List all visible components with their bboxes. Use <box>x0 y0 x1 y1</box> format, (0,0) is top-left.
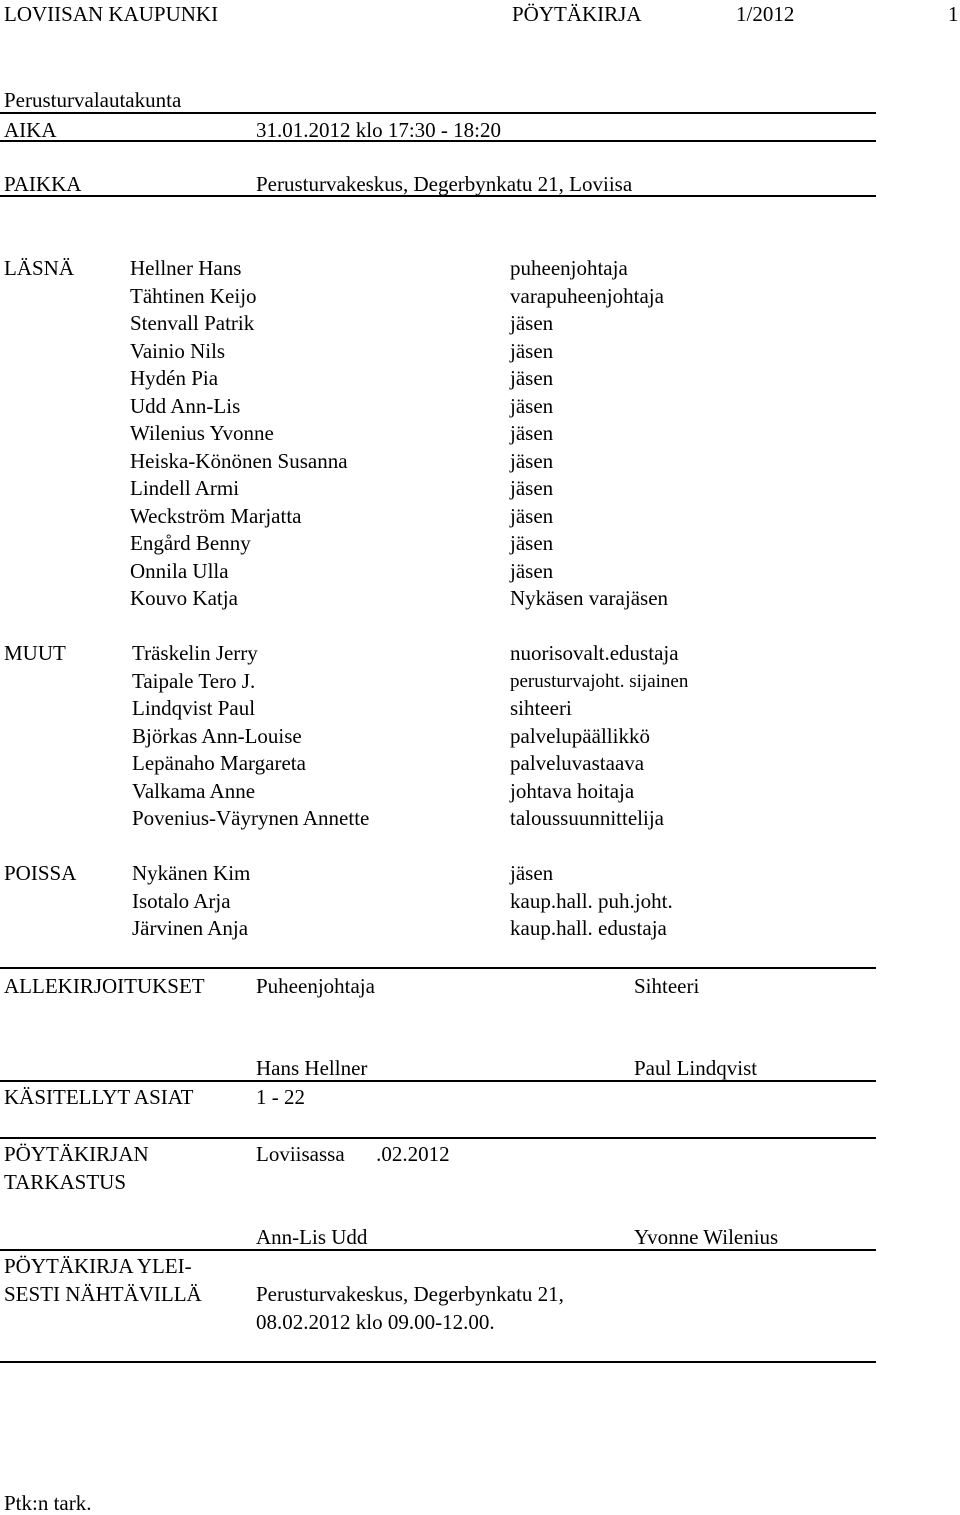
member-role: nuorisovalt.edustaja <box>510 641 679 665</box>
member-name: Björkas Ann-Louise <box>132 723 302 748</box>
member-role: kaup.hall. puh.joht. <box>510 888 673 913</box>
divider <box>0 1137 876 1139</box>
muut-label: MUUT <box>4 641 66 665</box>
page-number: 1 <box>948 2 959 26</box>
committee-name: Perusturvalautakunta <box>4 88 182 112</box>
member-role: jäsen <box>510 531 554 555</box>
divider <box>0 967 876 969</box>
document-number: 1/2012 <box>736 2 795 26</box>
tarkastus-label-1: PÖYTÄKIRJAN <box>4 1142 149 1166</box>
member-name: Lepänaho Margareta <box>132 751 306 775</box>
divider <box>0 112 876 114</box>
nahtavilla-value-2: 08.02.2012 klo 09.00-12.00. <box>256 1310 495 1334</box>
inspector-2-name: Yvonne Wilenius <box>634 1225 779 1249</box>
kasitellyt-value: 1 - 22 <box>256 1085 305 1109</box>
member-role: johtava hoitaja <box>510 778 635 803</box>
member-name: Vainio Nils <box>130 338 226 363</box>
member-name: Nykänen Kim <box>132 861 251 885</box>
member-name: Onnila Ulla <box>130 558 229 583</box>
member-name: Povenius-Väyrynen Annette <box>132 806 370 830</box>
divider <box>0 195 876 197</box>
chair-signature-name: Hans Hellner <box>256 1056 368 1080</box>
member-role: jäsen <box>510 338 554 363</box>
member-name: Weckström Marjatta <box>130 503 302 528</box>
secretary-role: Sihteeri <box>634 974 700 998</box>
inspector-1-name: Ann-Lis Udd <box>256 1225 368 1249</box>
member-name: Järvinen Anja <box>132 916 249 940</box>
member-role: palveluvastaava <box>510 751 645 775</box>
member-name: Stenvall Patrik <box>130 311 255 335</box>
aika-label: AIKA <box>4 118 57 142</box>
member-name: Hydén Pia <box>130 366 219 390</box>
member-role: jäsen <box>510 311 554 335</box>
member-role: jäsen <box>510 558 554 583</box>
member-name: Valkama Anne <box>132 778 256 803</box>
member-role: jäsen <box>510 448 554 473</box>
member-name: Udd Ann-Lis <box>130 393 241 418</box>
member-role: jäsen <box>510 476 554 500</box>
divider <box>0 1361 876 1363</box>
secretary-signature-name: Paul Lindqvist <box>634 1056 758 1080</box>
member-role: kaup.hall. edustaja <box>510 916 667 940</box>
member-role: jäsen <box>510 393 554 418</box>
divider <box>0 1080 876 1082</box>
member-role: puheenjohtaja <box>510 256 628 280</box>
kasitellyt-label: KÄSITELLYT ASIAT <box>4 1085 194 1109</box>
tarkastus-label-2: TARKASTUS <box>4 1170 127 1194</box>
member-name: Lindell Armi <box>130 476 240 500</box>
member-role: sihteeri <box>510 696 572 720</box>
allekirjoitukset-label: ALLEKIRJOITUKSET <box>4 974 205 998</box>
member-name: Lindqvist Paul <box>132 696 256 720</box>
divider <box>0 140 876 142</box>
tarkastus-place-date: Loviisassa .02.2012 <box>256 1142 450 1166</box>
member-name: Engård Benny <box>130 531 251 555</box>
member-role: jäsen <box>510 421 554 445</box>
member-role: Nykäsen varajäsen <box>510 586 669 610</box>
member-name: Taipale Tero J. <box>132 668 256 693</box>
member-role: jäsen <box>510 366 554 390</box>
member-role: perusturvajoht. sijainen <box>510 670 689 692</box>
member-role: jäsen <box>510 861 554 885</box>
nahtavilla-label-2: SESTI NÄHTÄVILLÄ <box>4 1282 202 1306</box>
member-role: palvelupäällikkö <box>510 723 650 748</box>
nahtavilla-value-1: Perusturvakeskus, Degerbynkatu 21, <box>256 1282 564 1306</box>
member-role: varapuheenjohtaja <box>510 283 664 308</box>
divider <box>0 1249 876 1251</box>
member-name: Wilenius Yvonne <box>130 421 274 445</box>
member-name: Isotalo Arja <box>132 888 231 913</box>
city-name: LOVIISAN KAUPUNKI <box>4 2 219 26</box>
paikka-label: PAIKKA <box>4 172 82 196</box>
member-name: Träskelin Jerry <box>132 641 258 665</box>
member-name: Hellner Hans <box>130 256 242 280</box>
lasna-label: LÄSNÄ <box>4 256 75 280</box>
member-role: jäsen <box>510 503 554 528</box>
document-type: PÖYTÄKIRJA <box>512 2 642 26</box>
member-name: Kouvo Katja <box>130 586 238 610</box>
chair-role: Puheenjohtaja <box>256 974 375 998</box>
footer-note: Ptk:n tark. <box>4 1491 92 1515</box>
paikka-value: Perusturvakeskus, Degerbynkatu 21, Loviisa <box>256 172 633 196</box>
member-role: taloussuunnittelija <box>510 806 664 830</box>
aika-value: 31.01.2012 klo 17:30 - 18:20 <box>256 118 501 142</box>
nahtavilla-label-1: PÖYTÄKIRJA YLEI- <box>4 1254 192 1278</box>
member-name: Heiska-Könönen Susanna <box>130 448 348 473</box>
member-name: Tähtinen Keijo <box>130 283 257 308</box>
poissa-label: POISSA <box>4 861 77 885</box>
